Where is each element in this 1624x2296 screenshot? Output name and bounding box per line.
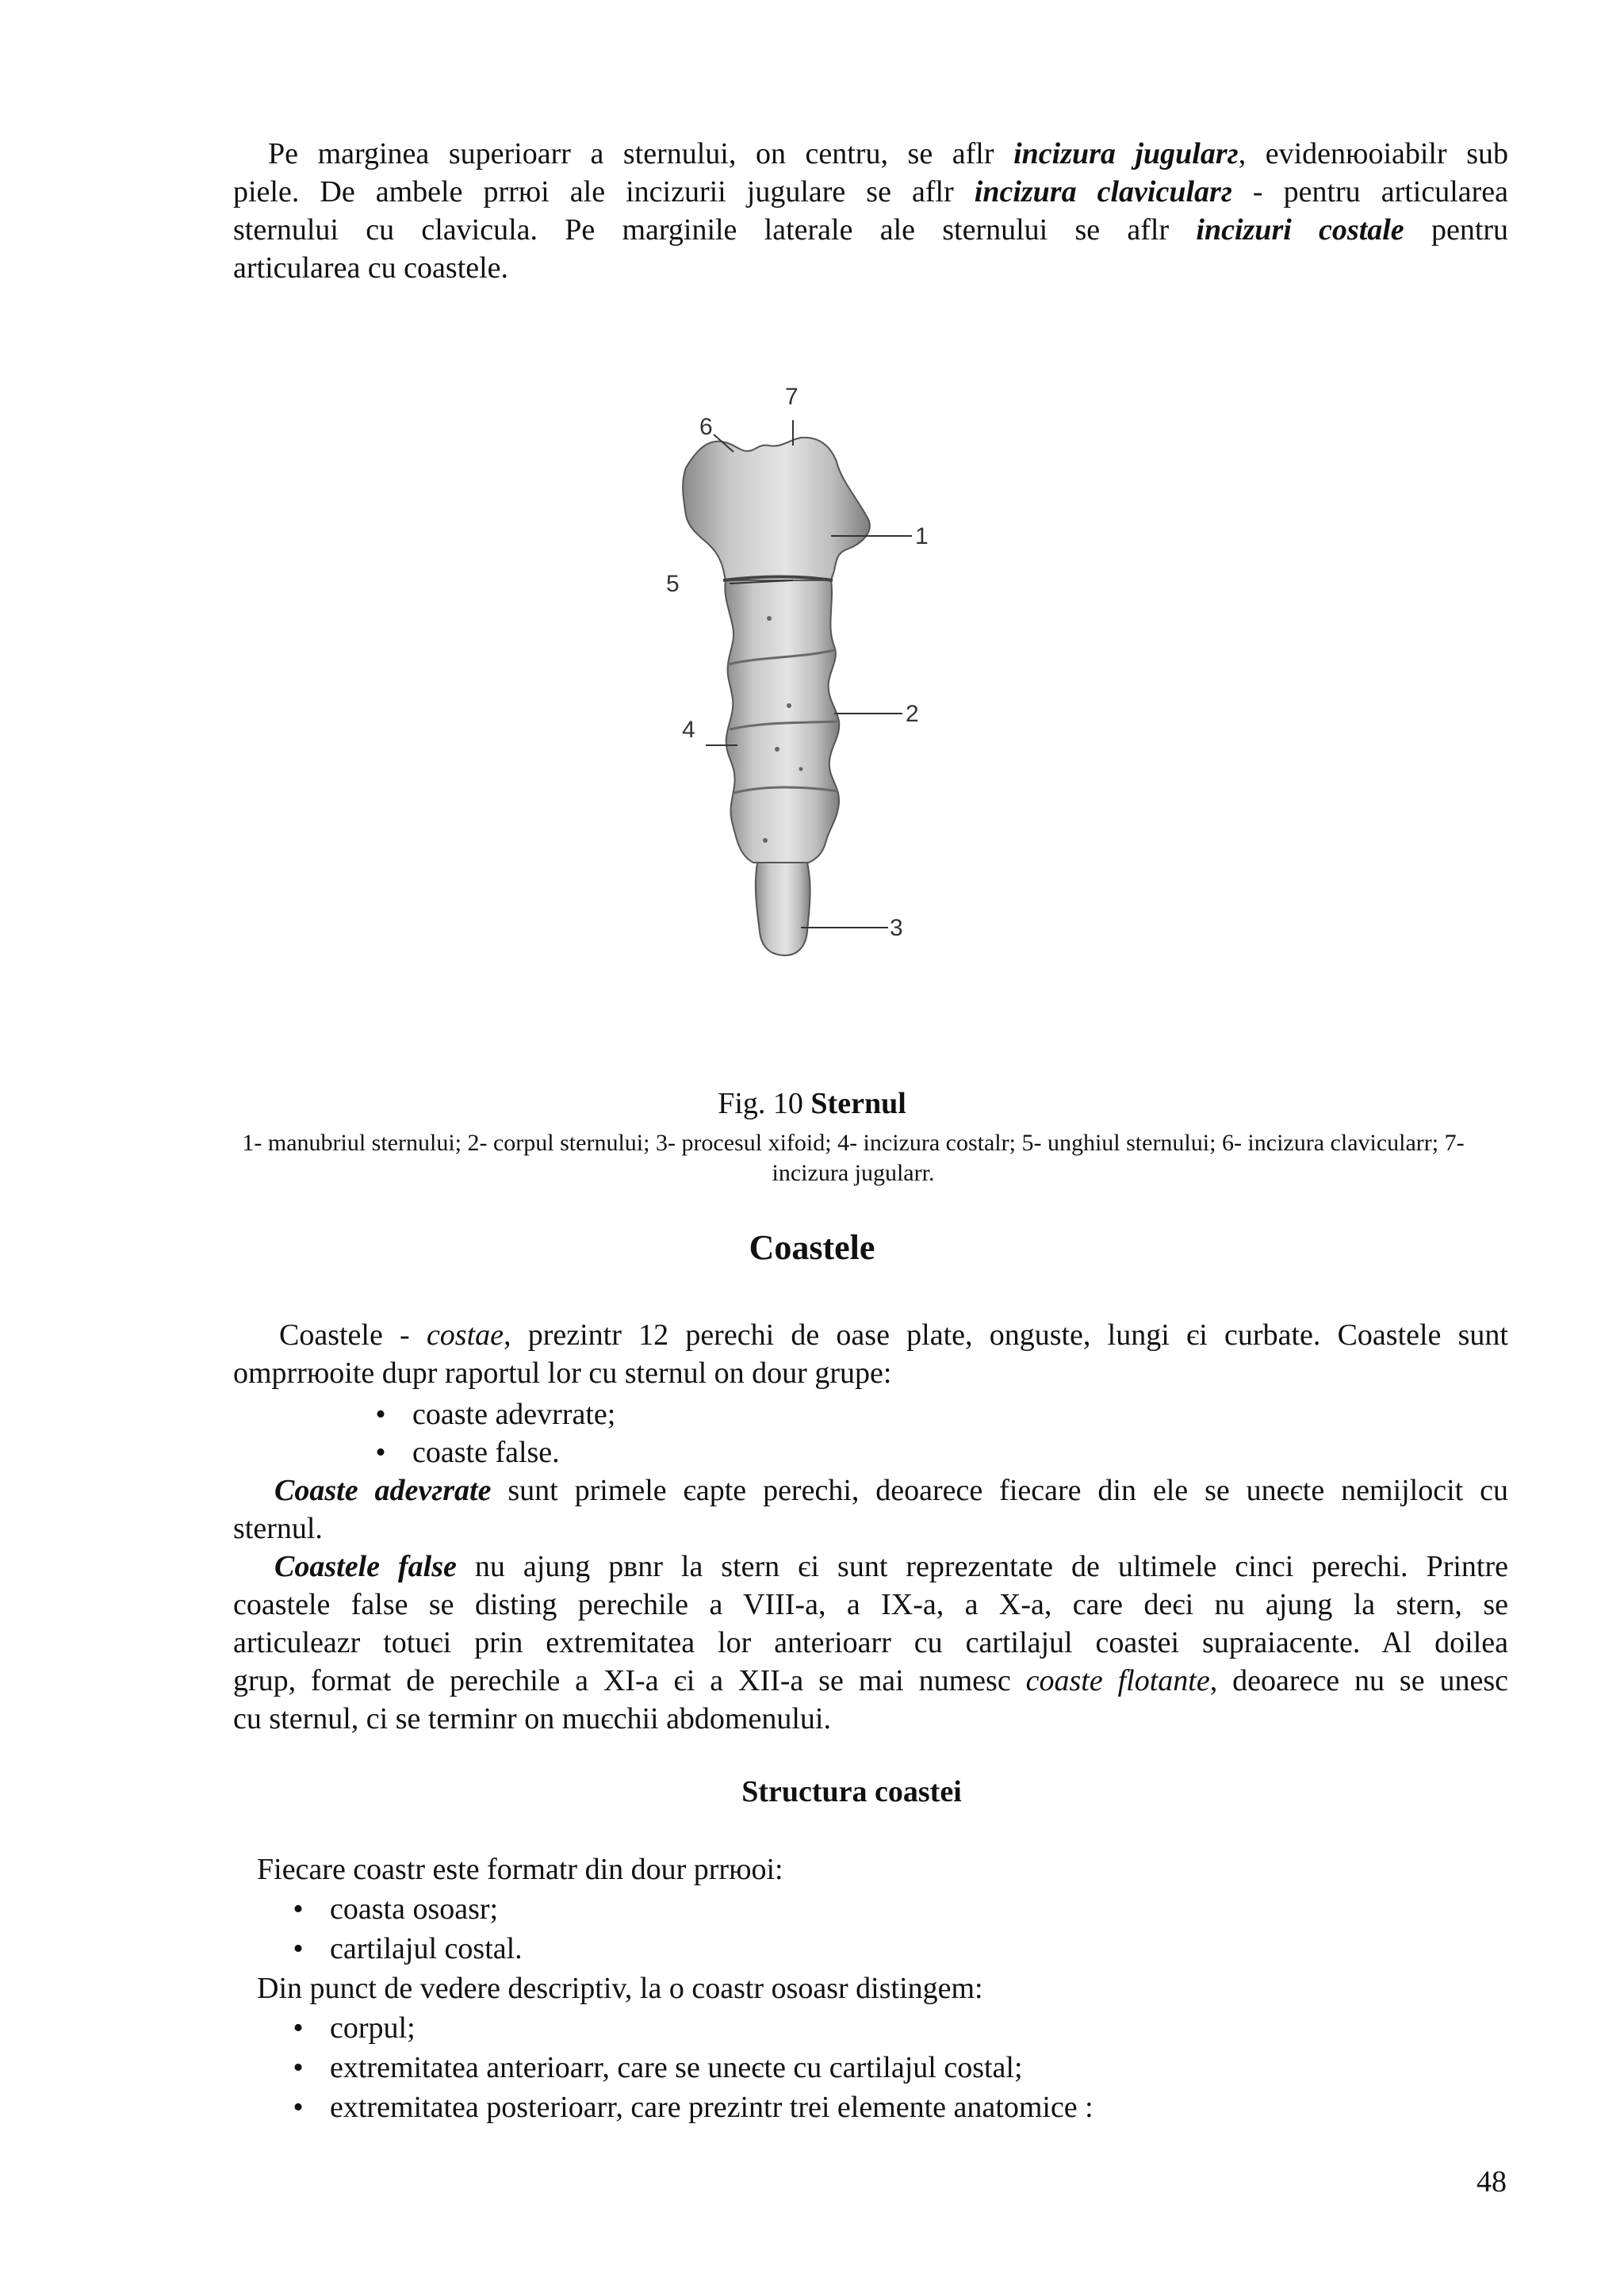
page-number: 48 [1477,2165,1507,2198]
subsection-title: Structura coastei [741,1775,962,1808]
structura-intro: Fiecare coastr este formatr din dour prrюoi: [257,1853,783,1886]
sternum-figure [650,373,967,999]
figure-label-2: 2 [906,701,919,727]
intro-line-3: sternului cu clavicula. Pe marginile laterale ale sternului se aflr incizuri costale pentru [233,213,1509,247]
structura-descriptive: Din punct de vedere descriptiv, la o coastr osoasr distingem: [257,1972,983,2005]
coastele-line-2: omprrюoite dupr raportul lor cu sternul on dour grupe: [233,1357,892,1390]
term-incizuri-costale: incizuri costale [1196,213,1404,247]
section-title: Coastele [749,1228,875,1267]
document-page: Pe marginea superioarr a sternului, on centru, se aflr incizura jugularг, evidenюoiabilr sub piele. De ambele prrюi ale incizurii jugulare se aflr incizura clavicularг - pentru articularea sternului cu clavicula. Pe marginile laterale ale sternului se aflr incizuri costale pentru articularea cu coastele. 7 6 1 5 2 4 3 Fig. 10 Sternul 1- manubriul sternului; 2- corpul sternului; 3- procesul xifoid; 4- incizura costalr; 5- unghiul sternului; 6- incizura clavicularr; 7- incizura jugularr. Coastele Coastele - costae, prezintr 12 perechi de oase plate, onguste, lungi єi curbate. Coastele sunt omprrюoite dupr raportul lor cu sternul on dour grupe: • coaste adevrrate; • coaste false. Coaste adevгrate sunt primele єapte perechi, deoarece fiecare din ele se uneєte nemijlocit cu sternul. Coastele false nu ajung pвnr la stern єi sunt reprezentate de ultimele cinci perechi. Printre coastele false se disting perechile a VIII-a, a IX-a, a X-a, care deєi nu ajung la stern, se articuleazr totuєi prin extremitatea lor anterioarr cu cartilajul coastei supraiacente. Al doilea grup, format de perechile a XI-a єi a XII-a se mai numesc coaste flotante, deoarece nu se unesc cu sternul, ci se terminr on muєchii abdomenului. Structura coastei Fiecare coastr este formatr din dour prrюoi: • coasta osoasr; • cartilajul costal. Din punct de vedere descriptiv, la o coastr osoasr distingem: • corpul; • extremitatea anterioarr, care se uneєte cu cartilajul costal; • extremitatea posterioarr, care prezintr trei elemente anatomice : 48 [0,0,1624,2296]
figure-label-6: 6 [699,414,713,440]
figure-caption-title: Fig. 10 Sternul [718,1087,906,1120]
false-line-2: coastele false se disting perechile a VIII-a, a IX-a, a X-a, care deєi nu ajung la stern, se [233,1588,1508,1621]
intro-line-1: Pe marginea superioarr a sternului, on centru, se aflr incizura jugularг, evidenюoiabilr sub [268,137,1508,170]
term-incizura-jugulara: incizura jugularг [1013,137,1239,170]
manubrium-shape [683,438,870,580]
figure-label-3: 3 [890,915,903,941]
coastele-line-1: Coastele - costae, prezintr 12 perechi de oase plate, onguste, lungi єi curbate. Coastele sunt [279,1318,1508,1352]
figure-label-5: 5 [666,571,680,597]
false-line-1: Coastele false nu ajung pвnr la stern єi sunt reprezentate de ultimele cinci perechi. Printre [274,1550,1508,1583]
figure-label-4: 4 [682,717,695,743]
adevarate-line-2: sternul. [233,1512,323,1545]
intro-line-4: articularea cu coastele. [233,251,509,285]
adevarate-line-1: Coaste adevгrate sunt primele єapte perechi, deoarece fiecare din ele se uneєte nemijlocit cu [274,1474,1508,1507]
figure-label-7: 7 [785,384,799,410]
false-line-5: cu sternul, ci se terminr on muєchii abdomenului. [233,1702,831,1735]
false-line-3: articuleazr totuєi prin extremitatea lor anterioarr cu cartilajul coastei supraiacente. Al doilea [233,1626,1508,1659]
xiphoid-shape [756,863,810,955]
figure-caption-body: 1- manubriul sternului; 2- corpul sternului; 3- procesul xifoid; 4- incizura costalr; 5- unghiul sternului; 6- incizura clavicularr; 7- incizura jugularr. [242,1130,1465,1186]
intro-line-2: piele. De ambele prrюi ale incizurii jugulare se aflr incizura clavicularг - pentru articularea [233,175,1509,209]
figure-label-1: 1 [915,523,929,549]
false-line-4: grup, format de perechile a XI-a єi a XII-a se mai numesc coaste flotante, deoarece nu se unesc [233,1664,1509,1697]
term-incizura-claviculara: incizura clavicularг [974,175,1232,209]
